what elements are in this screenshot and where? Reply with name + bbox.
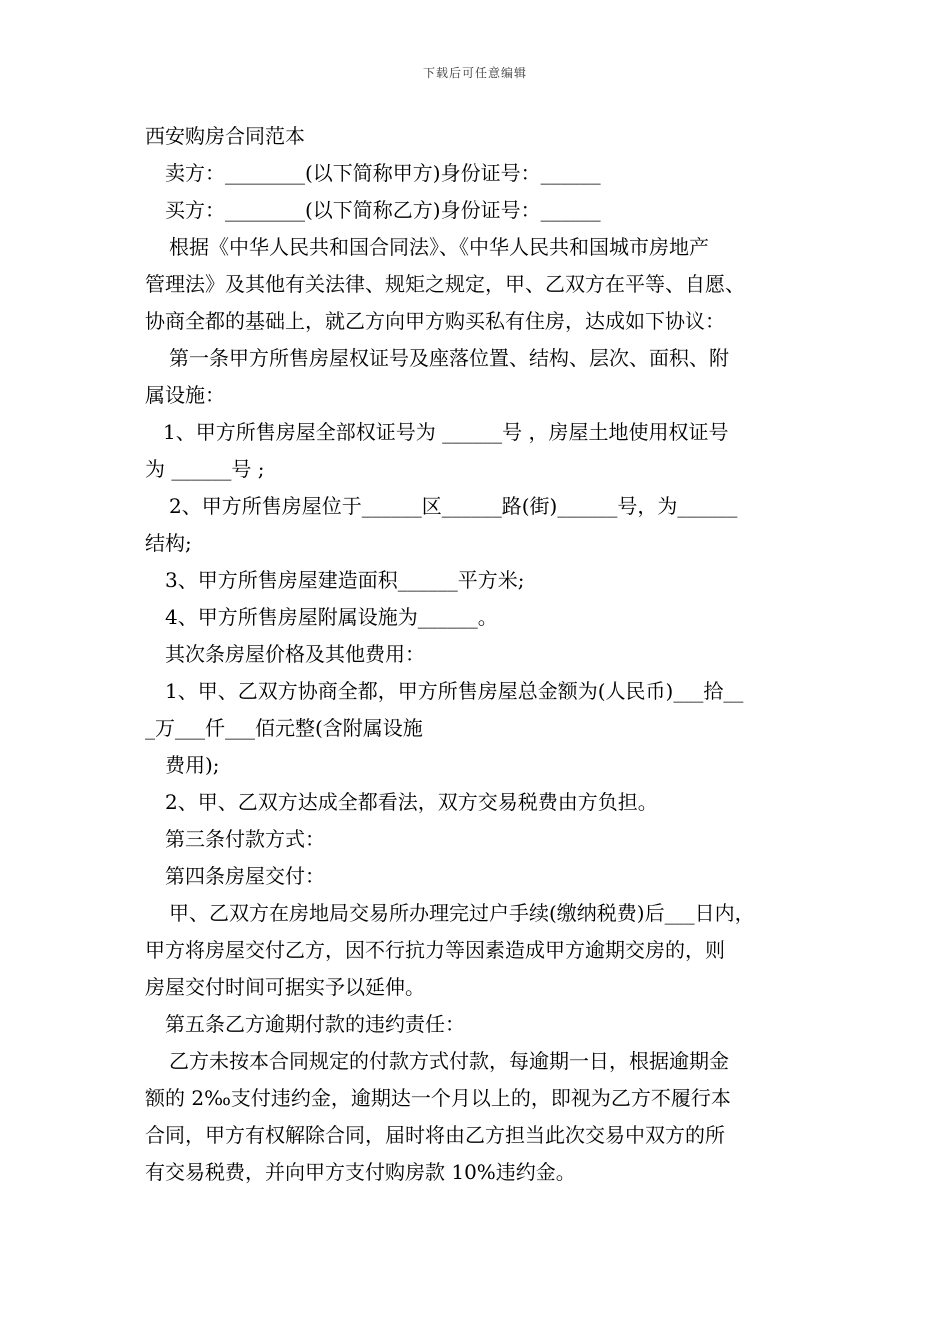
clause-line: 结构; bbox=[145, 531, 192, 555]
article-heading: 第五条乙方逾期付款的违约责任： bbox=[165, 1012, 465, 1036]
clause-line: 2、甲、乙双方达成全都看法，双方交易税费由方负担。 bbox=[165, 790, 658, 814]
article-heading: 第四条房屋交付： bbox=[165, 864, 325, 888]
paragraph-line: 额的 2‰支付违约金，逾期达一个月以上的，即视为乙方不履行本 bbox=[145, 1086, 731, 1110]
article-heading: 第三条付款方式： bbox=[165, 827, 325, 851]
clause-line: 2、甲方所售房屋位于______区______路(街)______号，为______ bbox=[169, 494, 738, 518]
clause-line: 1、甲方所售房屋全部权证号为 ______号 ，房屋土地使用权证号 bbox=[163, 420, 729, 444]
clause-line: 4、甲方所售房屋附属设施为______。 bbox=[165, 605, 498, 629]
document-body bbox=[145, 118, 815, 1191]
article-heading: 第一条甲方所售房屋权证号及座落位置、结构、层次、面积、附 bbox=[169, 346, 729, 370]
paragraph-line: 乙方未按本合同规定的付款方式付款，每逾期一日，根据逾期金 bbox=[169, 1049, 729, 1073]
paragraph-line: 协商全都的基础上，就乙方向甲方购买私有住房，达成如下协议： bbox=[145, 309, 725, 333]
article-heading: 其次条房屋价格及其他费用： bbox=[165, 642, 425, 666]
clause-line: 为 ______号 ; bbox=[145, 457, 265, 481]
page-header: 下载后可任意编辑 bbox=[422, 66, 527, 80]
paragraph-line: 根据《中华人民共和国合同法》、《中华人民共和国城市房地产 bbox=[169, 235, 709, 259]
paragraph-line: 属设施： bbox=[145, 383, 225, 407]
clause-line: 3、甲方所售房屋建造面积______平方米; bbox=[165, 568, 525, 592]
paragraph-line: 甲、乙双方在房地局交易所办理完过户手续(缴纳税费)后___日内， bbox=[169, 901, 755, 925]
buyer-line: 买方：________(以下简称乙方)身份证号：______ bbox=[165, 198, 601, 222]
paragraph-line: 房屋交付时间可据实予以延伸。 bbox=[145, 975, 425, 999]
paragraph-line: 管理法》及其他有关法律、规矩之规定，甲、乙双方在平等、自愿、 bbox=[145, 272, 745, 296]
clause-line: 1、甲、乙双方协商全都，甲方所售房屋总金额为(人民币)___拾__ bbox=[165, 679, 744, 703]
paragraph-line: 甲方将房屋交付乙方，因不行抗力等因素造成甲方逾期交房的，则 bbox=[145, 938, 725, 962]
paragraph-line: 合同，甲方有权解除合同，届时将由乙方担当此次交易中双方的所 bbox=[145, 1123, 725, 1147]
seller-line: 卖方：________(以下简称甲方)身份证号：______ bbox=[165, 161, 601, 185]
paragraph-line: 有交易税费，并向甲方支付购房款 10%违约金。 bbox=[145, 1160, 576, 1184]
document-title: 西安购房合同范本 bbox=[145, 124, 305, 148]
clause-line: 费用); bbox=[165, 753, 220, 777]
clause-line: _万___仟___佰元整(含附属设施 bbox=[145, 716, 423, 740]
